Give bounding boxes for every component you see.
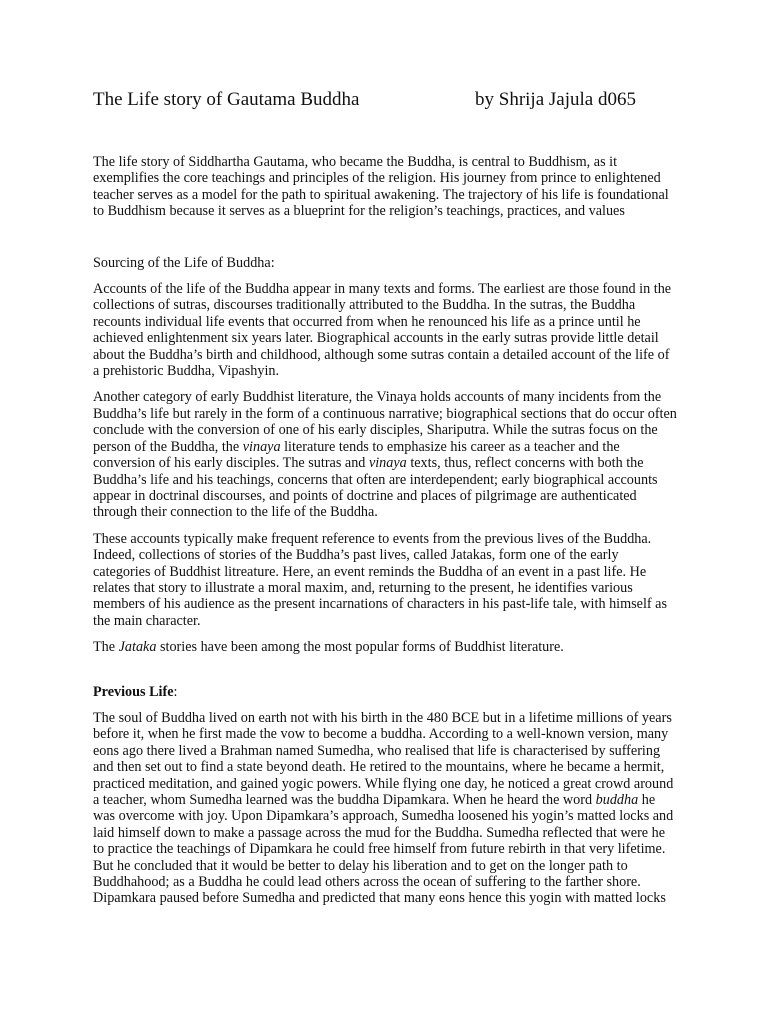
sourcing-p2-text-a: Another category of early Buddhist literature, the Vinaya holds accounts of many incidents from the Buddha’s life but rarely in the form of a continuous narrative; biographical sections that do occur often conclude with the conversion of one of his early disciples, Shariputra. While the sutras focus on the person of the Buddha, the: [93, 389, 677, 455]
buddha-term: buddha: [595, 792, 639, 808]
sourcing-paragraph-4: [93, 639, 678, 655]
sourcing-paragraph-3: These accounts typically make frequent reference to events from the previous lives of the Buddha. Indeed, collections of stories of the Buddha’s past lives, called Jatakas, form one of the early categories of Buddhist litreature. Here, an event reminds the Buddha of an event in a past life. He relates that story to illustrate a moral maxim, and, returning to the present, he identifies various members of his audience as the present incarnations of characters in his past-life tale, with himself as the main character.: [93, 530, 668, 629]
document-body: [93, 154, 678, 917]
previous-life-text-b: he was overcome with joy. Upon Dipamkara’s approach, Sumedha loosened his yogin’s matted locks and laid himself down to make a passage across the mud for the Buddha. Sumedha reflected that were he to practice the teachings of Dipamkara he could free himself from future rebirth in that very lifetime. But he concluded that it would be better to delay his liberation and to get on the longer path to Buddhahood; as a Buddha he could lead others across the ocean of suffering to the farther shore. Dipamkara paused before Sumedha and predicted that many eons hence this yogin with matted locks: [93, 792, 674, 907]
vinaya-term: vinaya: [242, 438, 281, 455]
previous-life-heading-text: Previous Life: [93, 683, 174, 700]
sourcing-paragraph-2: [93, 389, 678, 520]
sourcing-p4-text-b: stories have been among the most popular forms of Buddhist literature.: [156, 639, 564, 656]
sourcing-p2-text-b: literature tends to emphasize his career as a teacher and the conversion of his early disciples. The sutras and: [93, 438, 620, 472]
sourcing-paragraph-1: Accounts of the life of the Buddha appear in many texts and forms. The earliest are those found in the collections of sutras, discourses traditionally attributed to the Buddha. In the sutras, the Buddha recounts individual life events that occurred from when he renounced his life as a prince until he achieved enlightenment six years later. Biographical accounts in the early sutras provide little detail about the Buddha’s birth and childhood, although some sutras contain a detailed account of the life of a prehistoric Buddha, Vipashyin.: [93, 281, 672, 380]
sourcing-p2-text-c: texts, thus, reflect concerns with both the Buddha’s life and his teachings, concerns that often are interdependent; early biographical accounts appear in doctrinal discourses, and points of doctrine and places of pilgrimage are authenticated through their connection to the life of the Buddha.: [93, 455, 658, 521]
previous-life-colon: :: [173, 683, 178, 700]
previous-life-heading: [93, 684, 678, 700]
document-author: by Shrija Jajula d065: [475, 89, 636, 110]
intro-paragraph: The life story of Siddhartha Gautama, who became the Buddha, is central to Buddhism, as it exemplifies the core teachings and principles of the religion. His journey from prince to enlightened teacher serves as a model for the path to spiritual awakening. The trajectory of his life is foundational to Buddhism because it serves as a blueprint for the religion’s teachings, practices, and values: [93, 154, 669, 220]
jataka-term: Jataka: [118, 639, 157, 656]
previous-life-paragraph-1: [93, 710, 678, 907]
document-title: The Life story of Gautama Buddha: [93, 89, 360, 110]
sourcing-heading: Sourcing of the Life of Buddha:: [93, 254, 275, 271]
vinaya-term: vinaya: [368, 455, 407, 472]
previous-life-text-a: The soul of Buddha lived on earth not with his birth in the 480 BCE but in a lifetime millions of years before it, when he first made the vow to become a buddha. According to a well-known version, many eons ago there lived a Brahman named Sumedha, who realised that life is characterised by suffering and then set out to find a state beyond death. He retired to the mountains, where he became a hermit, practiced meditation, and gained yogic powers. While flying one day, he noticed a great crowd around a teacher, whom Sumedha learned was the buddha Dipamkara. When he heard the word: [93, 709, 674, 808]
sourcing-p4-text-a: The: [93, 639, 119, 656]
